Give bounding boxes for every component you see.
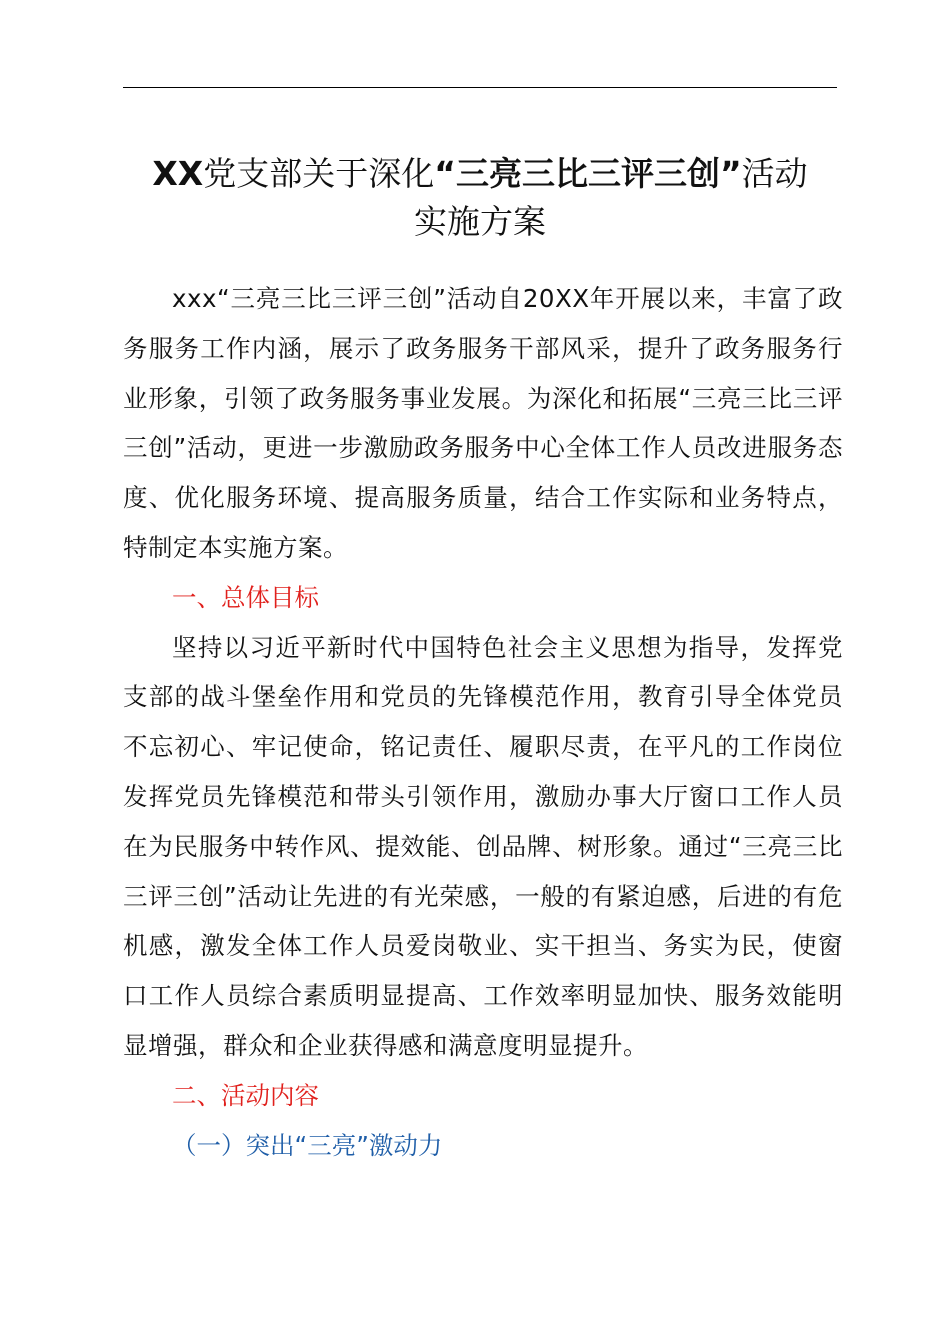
title-end: 活动 (741, 154, 808, 193)
section-heading-content: 二、活动内容 (172, 1080, 319, 1110)
section-heading-goals: 一、总体目标 (172, 582, 319, 612)
document-title (100, 150, 860, 246)
subsection-heading-three-liang: （一）突出“三亮”激动力 (172, 1130, 443, 1160)
title-quote: “三亮三比三评三创” (434, 154, 742, 193)
document-body (123, 274, 843, 1170)
header-rule (123, 87, 837, 88)
title-line-2: 实施方案 (414, 202, 546, 241)
goals-paragraph: 坚持以习近平新时代中国特色社会主义思想为指导，发挥党支部的战斗堡垒作用和党员的先锋模范作用，教育引导全体党员不忘初心、牢记使命，铭记责任、履职尽责，在平凡的工作岗位发挥党员先锋模范和带头引领作用，激励办事大厅窗口工作人员在为民服务中转作风、提效能、创品牌、树形象。通过“三亮三比三评三创”活动让先进的有光荣感，一般的有紧迫感，后进的有危机感，激发全体工作人员爱岗敬业、实干担当、务实为民，使窗口工作人员综合素质明显提高、工作效率明显加快、服务效能明显增强，群众和企业获得感和满意度明显提升。 (123, 632, 843, 1060)
title-line-1 (100, 150, 860, 198)
title-main: 党支部关于深化 (203, 154, 435, 193)
title-prefix: XX (152, 154, 204, 193)
intro-paragraph: xxx“三亮三比三评三创”活动自20XX年开展以来，丰富了政务服务工作内涵，展示了政务服务干部风采，提升了政务服务行业形象，引领了政务服务事业发展。为深化和拓展“三亮三比三评三创”活动，更进一步激励政务服务中心全体工作人员改进服务态度、优化服务环境、提高服务质量，结合工作实际和业务特点，特制定本实施方案。 (123, 284, 843, 562)
